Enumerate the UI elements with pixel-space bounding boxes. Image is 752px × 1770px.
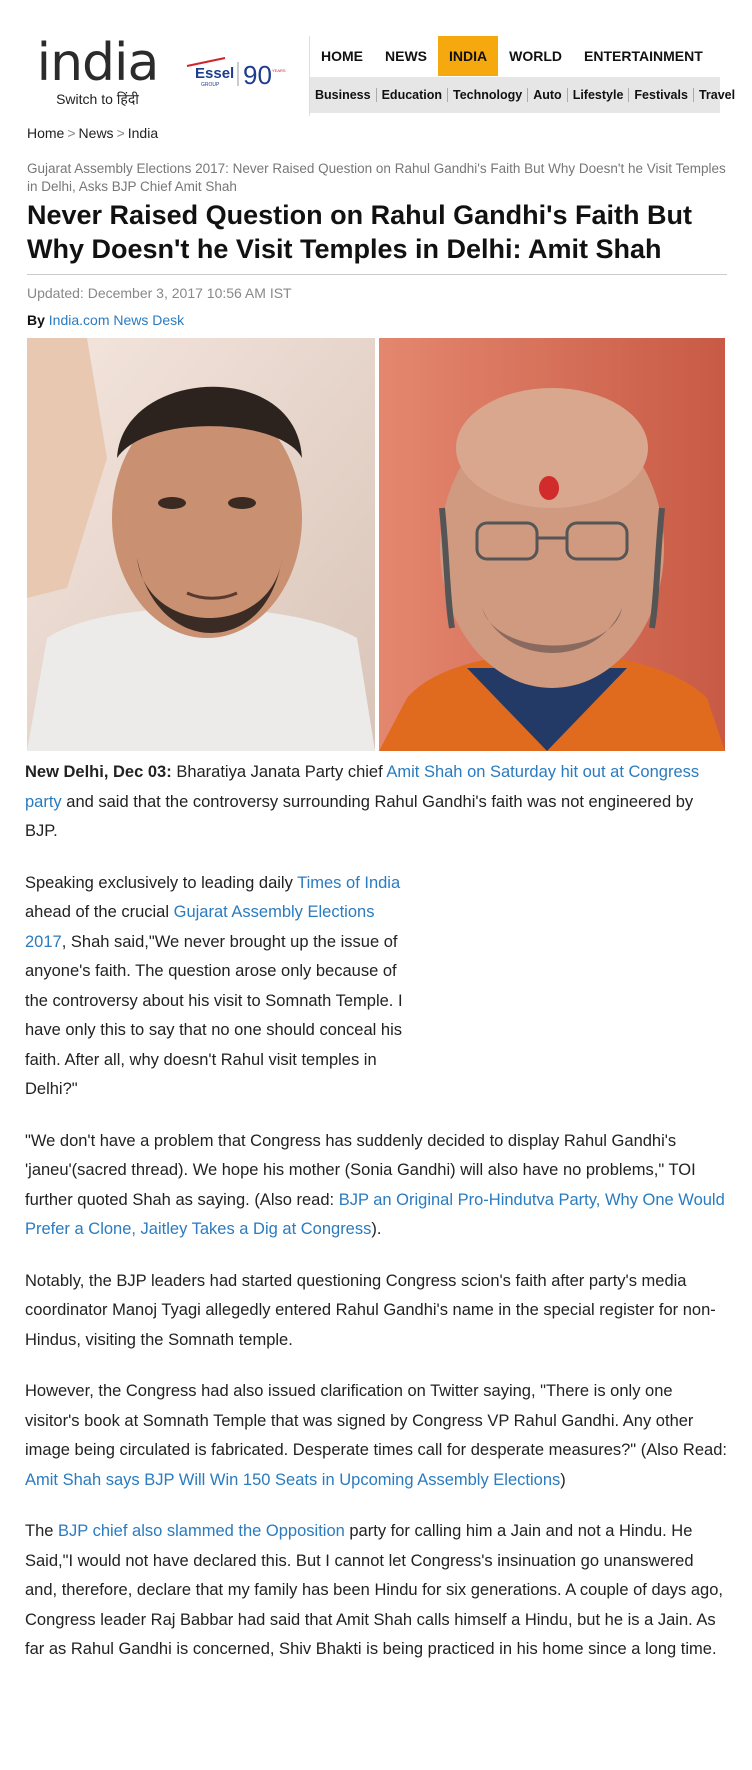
byline-label: By — [27, 312, 45, 328]
inline-link[interactable]: Times of India — [297, 873, 401, 892]
byline — [27, 312, 184, 328]
subnav-business[interactable]: Business — [310, 88, 377, 102]
inline-link[interactable]: Gujarat Assembly Elections 2017 — [25, 903, 375, 951]
breadcrumb-separator: > — [67, 125, 76, 141]
subnav-auto[interactable]: Auto — [528, 88, 567, 102]
essel-sub: GROUP — [201, 82, 220, 88]
text-run: "We don't have a problem that Congress has suddenly decided to display Rahul Gandhi's 'janeu'(sacred thread). We hope his mother (Sonia Gandhi) will also have no problems," TOI further quoted Shah as saying. (Also read: — [25, 1131, 696, 1209]
switch-language-link[interactable]: Switch to हिंदी — [56, 91, 139, 107]
essel-years-label: YEARS — [272, 68, 286, 73]
subnav-education[interactable]: Education — [377, 88, 448, 102]
main-nav — [310, 36, 714, 76]
breadcrumb-separator: > — [116, 125, 125, 141]
inline-link[interactable]: Amit Shah says BJP Will Win 150 Seats in Upcoming Assembly Elections — [25, 1470, 561, 1489]
article-paragraph: Notably, the BJP leaders had started questioning Congress scion's faith after party's media coordinator Manoj Tyagi allegedly entered Rahul Gandhi's name in the special register for non-Hindus, visiting the Somnath temple. — [25, 1271, 716, 1349]
site-header — [0, 0, 752, 125]
amit-shah-photo — [379, 338, 725, 751]
breadcrumb-india[interactable]: India — [127, 125, 159, 141]
nav-news[interactable]: NEWS — [385, 48, 427, 64]
rahul-gandhi-photo — [27, 338, 375, 751]
nav-entertainment[interactable]: ENTERTAINMENT — [584, 48, 703, 64]
article-paragraph — [25, 869, 405, 1105]
article-paragraph — [25, 758, 730, 847]
article-subheadline: Gujarat Assembly Elections 2017: Never Raised Question on Rahul Gandhi's Faith But Why Doesn't he Visit Temples in Delhi, Asks BJP Chief Amit Shah — [27, 161, 726, 194]
text-run: and said that the controversy surrounding Rahul Gandhi's faith was not engineered by BJP. — [25, 792, 694, 840]
inline-link[interactable]: BJP an Original Pro-Hindutva Party, Why One Would Prefer a Clone, Jaitley Takes a Dig at Congress — [25, 1190, 725, 1238]
text-run: Speaking exclusively to leading daily — [25, 873, 298, 892]
article-paragraph — [25, 1127, 730, 1245]
dateline: New Delhi, Dec 03: — [25, 763, 172, 781]
text-run: The — [25, 1522, 59, 1540]
photo-divider — [375, 338, 379, 751]
subnav-festivals[interactable]: Festivals — [629, 88, 694, 102]
article-title: Never Raised Question on Rahul Gandhi's Faith But Why Doesn't he Visit Temples in Delhi: Amit Shah — [27, 200, 693, 264]
text-run: Bharatiya Janata Party chief — [171, 763, 387, 781]
article-paragraph — [25, 1517, 730, 1665]
essel-group-logo — [185, 52, 295, 94]
text-run: , Shah said,"We never brought up the issue of anyone's faith. The question arose only because of the controversy about his visit to Somnath Temple. I have only this to say that no one should conceal his faith. After all, why doesn't Rahul visit temples in Delhi?" — [25, 932, 403, 1098]
sub-nav — [310, 77, 736, 113]
inline-link[interactable]: BJP chief also slammed the Opposition — [58, 1522, 345, 1540]
hero-image — [27, 338, 725, 751]
nav-home[interactable]: HOME — [321, 48, 363, 64]
updated-timestamp: Updated: December 3, 2017 10:56 AM IST — [27, 285, 292, 301]
essel-years: 90 — [243, 60, 272, 90]
inline-link[interactable]: Amit Shah on Saturday hit out at Congress party — [25, 763, 700, 811]
nav-india[interactable]: INDIA — [438, 36, 498, 76]
site-logo[interactable] — [30, 33, 165, 110]
text-run: party for calling him a Jain and not a Hindu. He Said,"I would not have declared this. But I cannot let Congress's insinuation go unanswered and, therefore, declare that my family has been Hindu for six generations. A couple of days ago, Congress leader Raj Babbar had said that Amit Shah calls himself a Hindu, but he is a Jain. As far as Rahul Gandhi is concerned, Shiv Bhakti is being practiced in his home since a long time. — [25, 1522, 723, 1658]
logo-text[interactable]: india — [36, 33, 159, 93]
essel-label: Essel — [195, 65, 235, 82]
breadcrumb-home[interactable]: Home — [27, 125, 65, 141]
breadcrumb — [27, 125, 158, 141]
text-run: ) — [560, 1470, 566, 1489]
author-link[interactable]: India.com News Desk — [48, 312, 185, 328]
subnav-lifestyle[interactable]: Lifestyle — [568, 88, 630, 102]
subnav-technology[interactable]: Technology — [448, 88, 528, 102]
article-body — [25, 758, 730, 1687]
text-run: ). — [371, 1220, 382, 1238]
breadcrumb-news[interactable]: News — [78, 125, 114, 141]
text-run: However, the Congress had also issued clarification on Twitter saying, "There is only one visitor's book at Somnath Temple that was signed by Congress VP Rahul Gandhi. Any other image being circulated is fabricated. Desperate times call for desperate measures?" (Also Read: — [25, 1382, 727, 1459]
nav-world[interactable]: WORLD — [509, 48, 563, 64]
title-divider — [27, 274, 727, 275]
article-paragraph — [25, 1377, 730, 1495]
text-run: ahead of the crucial — [25, 903, 174, 921]
subnav-travel[interactable]: Travel — [698, 88, 736, 102]
